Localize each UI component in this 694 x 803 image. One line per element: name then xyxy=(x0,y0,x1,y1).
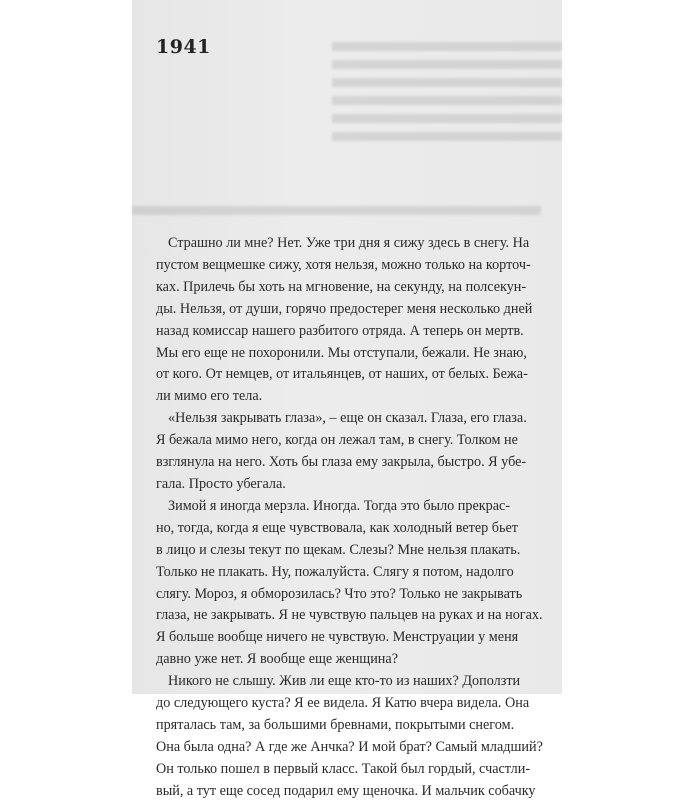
text-line: пряталась там, за большими бревнами, покрытыми снегом. xyxy=(156,716,515,733)
chapter-heading: 1941 xyxy=(156,36,211,58)
text-line: Никого не слышу. Жив ли еще кто-то из наших? Доползти xyxy=(168,673,521,690)
show-through-middle xyxy=(132,206,562,224)
text-line: Только не плакать. Ну, пожалуйста. Слягу я потом, надолго xyxy=(156,563,514,580)
text-line: слягу. Мороз, я обморозилась? Что это? Только не закрывать xyxy=(156,585,523,602)
text-line: Страшно ли мне? Нет. Уже три дня я сижу здесь в снегу. На xyxy=(168,235,530,251)
text-line: Зимой я иногда мерзла. Иногда. Тогда это было прекрас- xyxy=(168,497,511,514)
text-line: но, тогда, когда я еще чувствовала, как холодный ветер бьет xyxy=(156,519,518,536)
text-line: «Нельзя закрывать глаза», – еще он сказал. Глаза, его глаза. xyxy=(168,410,527,427)
text-line: ды. Нельзя, от души, горячо предостерег меня несколько дней xyxy=(156,300,533,317)
body-text xyxy=(156,233,548,803)
text-line: взглянула на него. Хоть бы глаза ему закрыла, быстро. Я убе- xyxy=(156,454,527,471)
text-line: Он только пошел в первый класс. Такой был гордый, счастли- xyxy=(156,760,531,777)
text-line: назад комиссар нашего разбитого отряда. А теперь он мертв. xyxy=(156,322,524,339)
text-line: гала. Просто убегала. xyxy=(156,475,286,492)
show-through-top xyxy=(132,42,562,150)
text-line: ках. Прилечь бы хоть на мгновение, на секунду, на полсекун- xyxy=(156,278,527,295)
text-line: Она была одна? А где же Анчка? И мой брат? Самый младший? xyxy=(156,738,543,755)
text-line: вый, а тут еще сосед подарил ему щеночка. И мальчик собачку xyxy=(156,782,536,799)
text-line: пустом вещмешке сижу, хотя нельзя, можно только на корточ- xyxy=(156,256,531,273)
text-line: Я бежала мимо него, когда он лежал там, в снегу. Толком не xyxy=(156,432,518,449)
text-line: давно уже нет. Я вообще еще женщина? xyxy=(156,651,398,668)
text-line: до следующего куста? Я ее видела. Я Катю вчера видела. Она xyxy=(156,695,530,712)
text-line: глаза, не закрывать. Я не чувствую пальцев на руках и на ногах. xyxy=(156,607,543,624)
text-line: от кого. От немцев, от итальянцев, от наших, от белых. Бежа- xyxy=(156,366,528,383)
text-line: ли мимо его тела. xyxy=(156,388,263,405)
text-line: Я больше вообще ничего не чувствую. Менструации у меня xyxy=(156,629,519,646)
book-page xyxy=(132,0,562,799)
text-line: Мы его еще не похоронили. Мы отступали, бежали. Не знаю, xyxy=(156,344,527,361)
text-line: в лицо и слезы текут по щекам. Слезы? Мне нельзя плакать. xyxy=(156,541,521,558)
